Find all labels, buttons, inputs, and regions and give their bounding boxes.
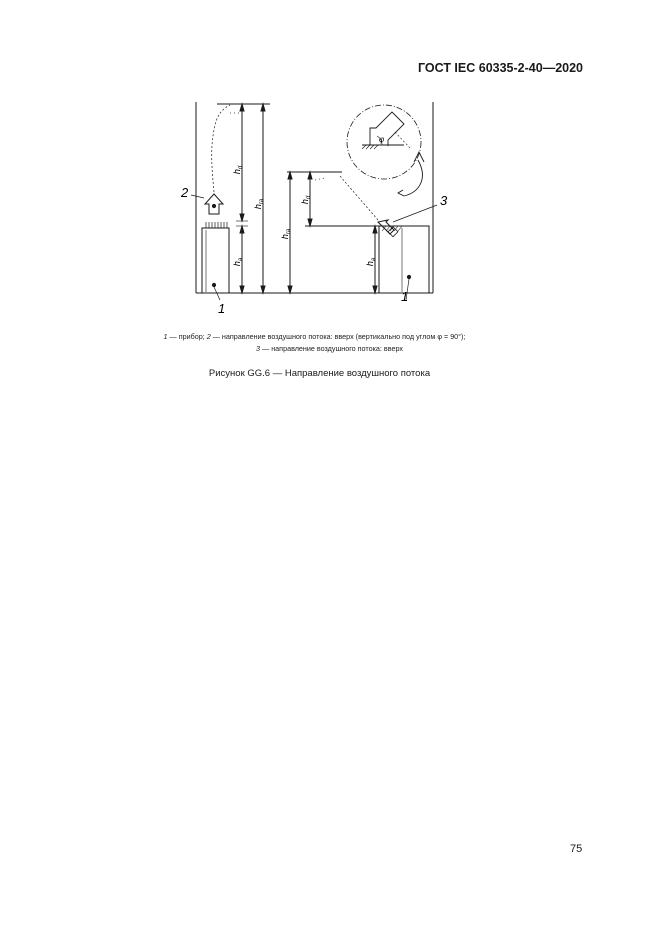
label-h-ra-left: $h_{ra}$	[253, 198, 265, 210]
document-header: ГОСТ IEC 60335-2-40—2020	[417, 61, 583, 75]
label-num-1-left: 1	[218, 301, 226, 316]
label-h-d-left: $h_d$	[232, 165, 244, 175]
page-number: 75	[570, 843, 583, 855]
figure-legend-line-2: 3 — направление воздушного потока: вверх	[256, 344, 403, 353]
figure-caption: Рисунок GG.6 — Направление воздушного потока	[208, 368, 431, 379]
label-h-a-right: $h_a$	[365, 257, 377, 267]
label-num-1-right: 1	[401, 289, 409, 304]
label-phi: φ	[379, 135, 385, 144]
airflow-arrow-angled	[378, 220, 394, 234]
label-num-3: 3	[440, 193, 448, 208]
label-h-ra-right: $h_{ra}$	[280, 228, 292, 240]
appliance-right	[379, 226, 429, 293]
label-h-a-left: $h_a$	[232, 257, 244, 267]
label-num-2: 2	[181, 185, 189, 200]
figure-legend-line-1: 1 — прибор; 2 — направление воздушного потока: вверх (вертикально под углом φ = 90°);	[163, 332, 466, 341]
label-h-d-right: $h_d$	[300, 195, 312, 205]
